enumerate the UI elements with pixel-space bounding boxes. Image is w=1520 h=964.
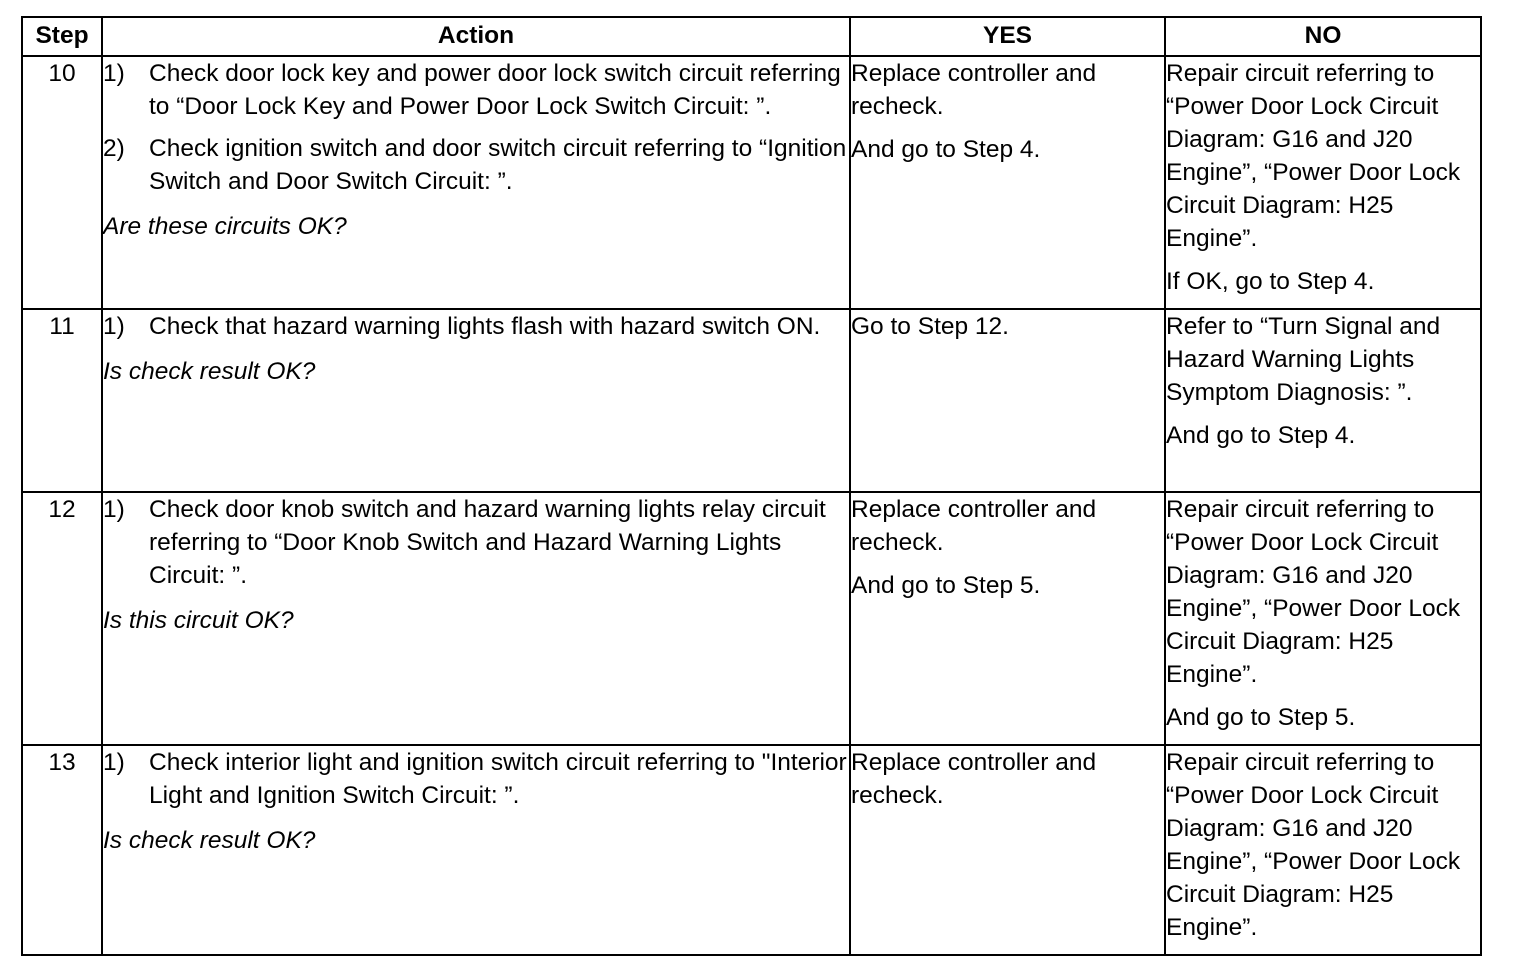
action-item bbox=[103, 132, 849, 198]
yes-text: Replace controller and recheck. bbox=[851, 749, 1097, 809]
action-item bbox=[103, 746, 849, 812]
no-cell bbox=[1165, 309, 1481, 492]
no-text: And go to Step 4. bbox=[1166, 422, 1356, 449]
table-row bbox=[22, 492, 1481, 745]
diagnosis-table bbox=[21, 16, 1482, 956]
no-cell bbox=[1165, 56, 1481, 309]
yes-cell bbox=[850, 309, 1165, 492]
header-row bbox=[22, 17, 1481, 56]
header-action: Action bbox=[102, 17, 850, 56]
action-item-number: 1) bbox=[103, 496, 125, 523]
yes-text: Replace controller and recheck. bbox=[851, 60, 1097, 120]
header-no: NO bbox=[1165, 17, 1481, 56]
yes-cell bbox=[850, 745, 1165, 955]
action-item bbox=[103, 310, 849, 343]
no-text: Repair circuit referring to “Power Door Lock Circuit Diagram: G16 and J20 Engine”, “Power Door Lock Circuit Diagram: H25 Engine”. bbox=[1166, 749, 1461, 941]
action-item-text: Check door knob switch and hazard warning lights relay circuit referring to “Door Knob Switch and Hazard Warning Lights Circuit: ”. bbox=[149, 496, 826, 589]
action-item-number: 1) bbox=[103, 313, 125, 340]
step-number: 10 bbox=[22, 56, 102, 309]
yes-cell bbox=[850, 492, 1165, 745]
action-cell bbox=[102, 309, 850, 492]
no-cell bbox=[1165, 745, 1481, 955]
action-question: Is check result OK? bbox=[103, 827, 316, 854]
action-item-number: 2) bbox=[103, 135, 125, 162]
action-item bbox=[103, 57, 849, 123]
action-item-text: Check that hazard warning lights flash with hazard switch ON. bbox=[149, 313, 821, 340]
no-cell bbox=[1165, 492, 1481, 745]
no-text: If OK, go to Step 4. bbox=[1166, 268, 1375, 295]
action-question: Are these circuits OK? bbox=[103, 213, 347, 240]
action-item-text: Check interior light and ignition switch circuit referring to "Interior Light and Ignition Switch Circuit: ”. bbox=[149, 749, 847, 809]
step-number: 13 bbox=[22, 745, 102, 955]
step-number: 12 bbox=[22, 492, 102, 745]
header-step: Step bbox=[22, 17, 102, 56]
action-item-number: 1) bbox=[103, 60, 125, 87]
yes-cell bbox=[850, 56, 1165, 309]
no-text: Repair circuit referring to “Power Door Lock Circuit Diagram: G16 and J20 Engine”, “Power Door Lock Circuit Diagram: H25 Engine”. bbox=[1166, 60, 1461, 252]
action-item bbox=[103, 493, 849, 592]
action-cell bbox=[102, 745, 850, 955]
step-number: 11 bbox=[22, 309, 102, 492]
yes-text: Replace controller and recheck. bbox=[851, 496, 1097, 556]
table-row bbox=[22, 745, 1481, 955]
no-text: And go to Step 5. bbox=[1166, 704, 1356, 731]
action-item-text: Check ignition switch and door switch circuit referring to “Ignition Switch and Door Switch Circuit: ”. bbox=[149, 135, 847, 195]
table-row bbox=[22, 56, 1481, 309]
action-item-number: 1) bbox=[103, 749, 125, 776]
action-question: Is this circuit OK? bbox=[103, 607, 294, 634]
no-text: Repair circuit referring to “Power Door Lock Circuit Diagram: G16 and J20 Engine”, “Power Door Lock Circuit Diagram: H25 Engine”. bbox=[1166, 496, 1461, 688]
action-cell bbox=[102, 56, 850, 309]
yes-text: And go to Step 4. bbox=[851, 136, 1041, 163]
action-cell bbox=[102, 492, 850, 745]
yes-text: And go to Step 5. bbox=[851, 572, 1041, 599]
action-item-text: Check door lock key and power door lock switch circuit referring to “Door Lock Key and Power Door Lock Switch Circuit: ”. bbox=[149, 60, 841, 120]
header-yes: YES bbox=[850, 17, 1165, 56]
action-question: Is check result OK? bbox=[103, 358, 316, 385]
no-text: Refer to “Turn Signal and Hazard Warning Lights Symptom Diagnosis: ”. bbox=[1166, 313, 1441, 406]
yes-text: Go to Step 12. bbox=[851, 313, 1009, 340]
table-row bbox=[22, 309, 1481, 492]
